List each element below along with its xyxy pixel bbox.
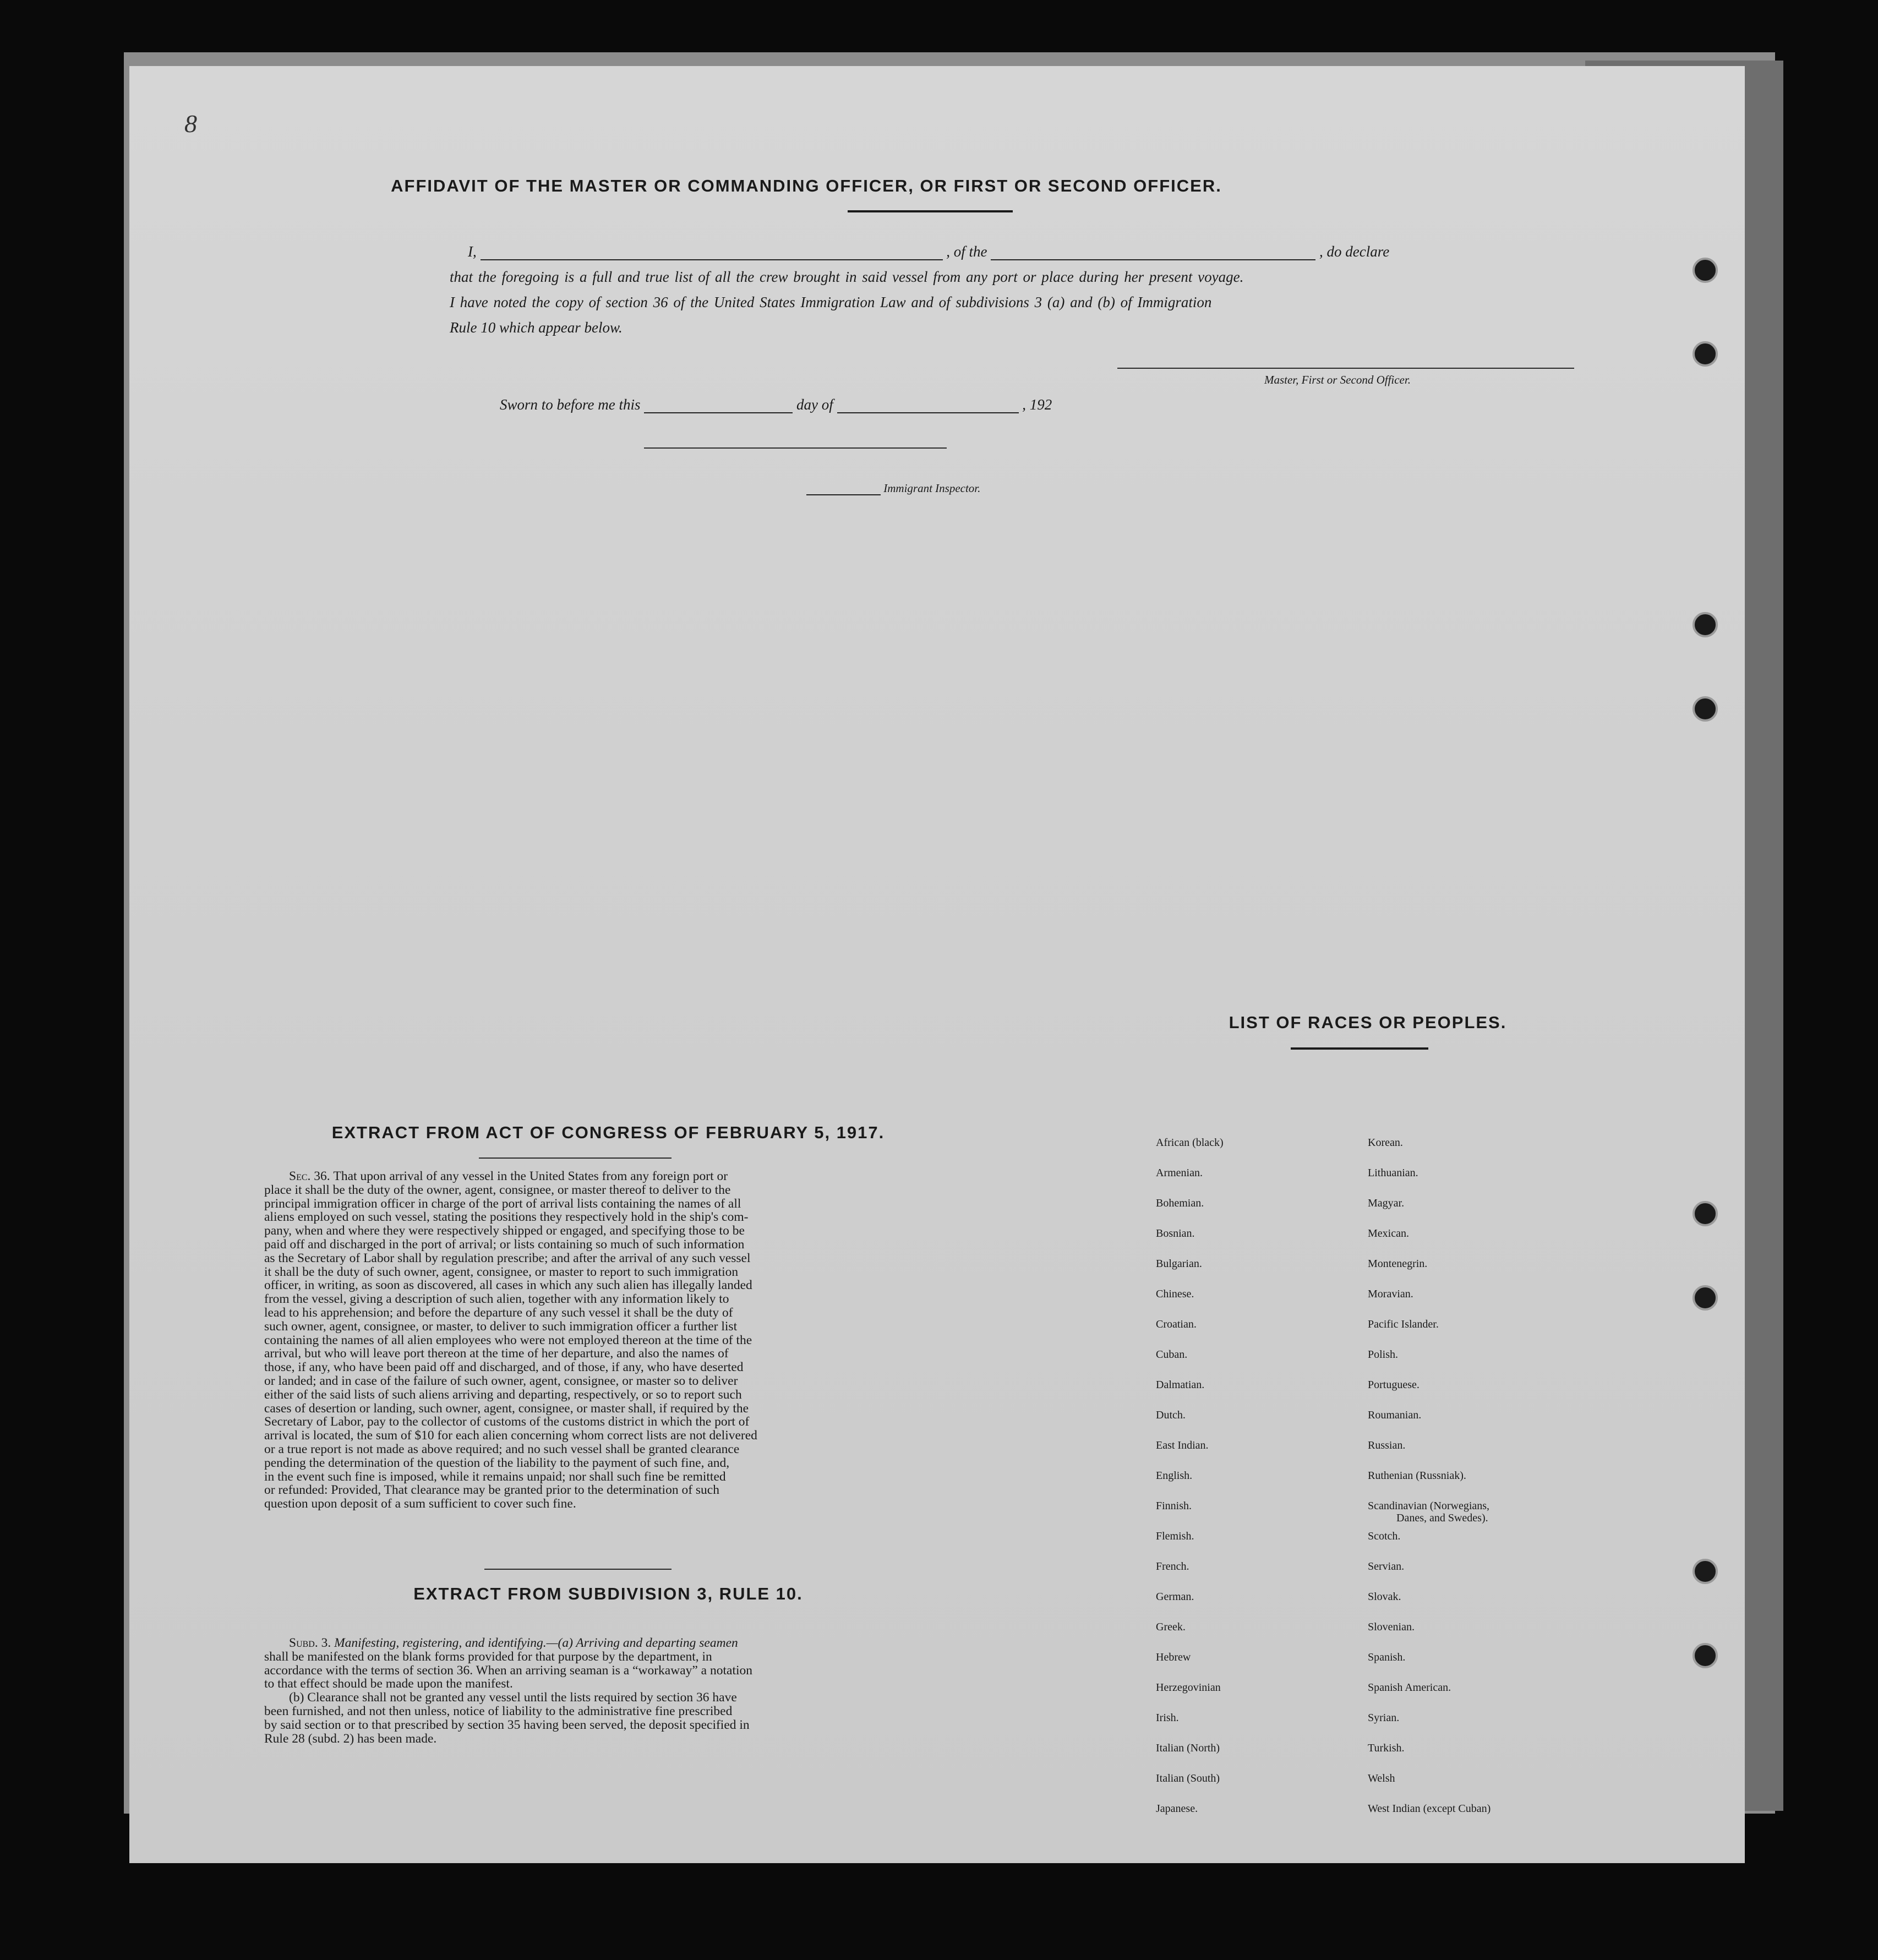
race-item: East Indian. bbox=[1156, 1439, 1209, 1451]
race-item: Chinese. bbox=[1156, 1288, 1194, 1300]
race-item: Korean. bbox=[1368, 1137, 1403, 1149]
races-title: LIST OF RACES OR PEOPLES. bbox=[1229, 1013, 1507, 1032]
race-item: Spanish American. bbox=[1368, 1681, 1451, 1694]
race-item: Cuban. bbox=[1156, 1348, 1188, 1361]
affidavit-title-rule bbox=[848, 210, 1013, 212]
races-right-column bbox=[1368, 1137, 1491, 1833]
act-extract-line: it shall be the duty of such owner, agent, consignee, or master to report to such immigration bbox=[264, 1264, 739, 1279]
declaration-line-2: that the foregoing is a full and true list of all the crew brought in said vessel from any port or place during her present voyage. bbox=[450, 269, 1244, 285]
rule-extract-line: to that effect should be made upon the manifest. bbox=[264, 1677, 513, 1691]
races-title-rule bbox=[1291, 1047, 1428, 1050]
binder-hole bbox=[1693, 612, 1718, 637]
act-extract-line: aliens employed on such vessel, stating the positions they respectively hold in the ship's com- bbox=[264, 1210, 749, 1225]
act-extract-line: pany, when and where they were respectively shipped or engaged, and specifying those to be bbox=[264, 1224, 745, 1238]
race-item: German. bbox=[1156, 1591, 1194, 1603]
race-item: Flemish. bbox=[1156, 1530, 1194, 1542]
act-extract-line: lead to his apprehension; and before the departure of any such vessel it shall be the duty of bbox=[264, 1305, 733, 1320]
race-item: Slovak. bbox=[1368, 1591, 1401, 1603]
rule-extract-line: shall be manifested on the blank forms provided for that purpose by the department, in bbox=[264, 1649, 712, 1664]
race-item: African (black) bbox=[1156, 1137, 1224, 1149]
affidavit-title: AFFIDAVIT OF THE MASTER OR COMMANDING OFFICER, OR FIRST OR SECOND OFFICER. bbox=[391, 176, 1222, 195]
race-item: Spanish. bbox=[1368, 1651, 1406, 1663]
race-item: Irish. bbox=[1156, 1712, 1179, 1724]
race-item: Syrian. bbox=[1368, 1712, 1400, 1724]
name-blank[interactable] bbox=[481, 245, 943, 260]
act-extract-line: in the event such fine is imposed, while it remains unpaid; nor shall such fine be remitted bbox=[264, 1469, 726, 1484]
race-item: Roumanian. bbox=[1368, 1409, 1422, 1421]
race-item: Montenegrin. bbox=[1368, 1258, 1428, 1270]
act-extract-line: or landed; and in case of the failure of such owner, agent, consignee, or master so to deliver bbox=[264, 1373, 738, 1388]
act-extract-line: either of the said lists of such aliens arriving and departing, respectively, or so to report such bbox=[264, 1387, 742, 1402]
rule-extract-title: EXTRACT FROM SUBDIVISION 3, RULE 10. bbox=[413, 1584, 803, 1603]
act-extract-line: as the Secretary of Labor shall by regulation prescribe; and after the arrival of any such vessel bbox=[264, 1251, 751, 1265]
act-extract-line: arrival is located, the sum of $10 for each alien concerning whom correct lists are not delivered bbox=[264, 1428, 757, 1443]
race-item: Lithuanian. bbox=[1368, 1167, 1418, 1179]
act-extract-line: such owner, agent, consignee, or master, to deliver to such immigration officer a further list bbox=[264, 1319, 738, 1334]
binder-hole bbox=[1693, 258, 1718, 283]
race-item: Slovenian. bbox=[1368, 1621, 1415, 1633]
race-item: French. bbox=[1156, 1560, 1189, 1573]
inspector-caption: Immigrant Inspector. bbox=[883, 482, 981, 495]
sworn-year: , 192 bbox=[1022, 396, 1052, 413]
race-item: Armenian. bbox=[1156, 1167, 1203, 1179]
sworn-line bbox=[500, 396, 1052, 413]
binder-hole bbox=[1693, 1285, 1718, 1311]
rule-extract-line: Subd. 3. Manifesting, registering, and identifying.—(a) Arriving and departing seamen bbox=[289, 1636, 738, 1650]
race-item: Italian (North) bbox=[1156, 1742, 1220, 1754]
inspector-caption-line bbox=[806, 482, 980, 495]
subdivision-label: Subd. 3. bbox=[289, 1636, 335, 1650]
act-extract-line: containing the names of all alien employees who were not employed thereon at the time of the bbox=[264, 1333, 752, 1347]
sworn-day-blank[interactable] bbox=[644, 398, 793, 413]
rule-extract-line: (b) Clearance shall not be granted any vessel until the lists required by section 36 have bbox=[289, 1690, 737, 1705]
race-item: Ruthenian (Russniak). bbox=[1368, 1470, 1466, 1482]
signature-caption: Master, First or Second Officer. bbox=[1264, 373, 1411, 386]
race-item: Greek. bbox=[1156, 1621, 1186, 1633]
vessel-blank[interactable] bbox=[991, 245, 1315, 260]
act-extract-rule bbox=[479, 1158, 672, 1159]
race-item: Servian. bbox=[1368, 1560, 1405, 1573]
act-extract-line: question upon deposit of a sum sufficient to cover such fine. bbox=[264, 1497, 576, 1511]
rule-extract-line: by said section or to that prescribed by section 35 having been served, the deposit specified in bbox=[264, 1717, 750, 1732]
binder-hole bbox=[1693, 1201, 1718, 1226]
race-item: Herzegovinian bbox=[1156, 1681, 1221, 1694]
act-extract-line: officer, in writing, as soon as discovered, all cases in which any such alien has illegally landed bbox=[264, 1278, 752, 1293]
races-left-column bbox=[1156, 1137, 1224, 1833]
margin-page-number: 8 bbox=[184, 110, 197, 138]
race-item: Turkish. bbox=[1368, 1742, 1405, 1754]
rule-extract-line: Rule 28 (subd. 2) has been made. bbox=[264, 1731, 437, 1746]
rule-extract-body bbox=[264, 1636, 1010, 1745]
race-item: Russian. bbox=[1368, 1439, 1406, 1451]
binder-hole bbox=[1693, 696, 1718, 722]
inspector-signature-line[interactable] bbox=[644, 447, 947, 449]
act-extract-line: paid off and discharged in the port of arrival; or lists containing so much of such information bbox=[264, 1237, 745, 1252]
declaration-line-1 bbox=[468, 243, 1389, 260]
inspector-blank[interactable] bbox=[806, 483, 881, 495]
race-item: Dutch. bbox=[1156, 1409, 1186, 1421]
race-item: Magyar. bbox=[1368, 1197, 1405, 1209]
rule-extract-line: been furnished, and not then unless, notice of liability to the administrative fine prescribed bbox=[264, 1704, 733, 1718]
document-page bbox=[129, 66, 1745, 1863]
act-extract-line: pending the determination of the question of the liability to the payment of such fine, and, bbox=[264, 1455, 730, 1470]
race-item: Scandinavian (Norwegians, Danes, and Swedes). bbox=[1368, 1500, 1490, 1524]
declaration-line-3: I have noted the copy of section 36 of the United States Immigration Law and of subdivisions 3 (a) and (b) of Immigration bbox=[450, 294, 1212, 310]
declaration-do-declare: , do declare bbox=[1319, 243, 1390, 260]
section-label: Sec. 36. bbox=[289, 1169, 334, 1183]
act-extract-line: cases of desertion or landing, such owner, agent, consignee, or master shall, if required by the bbox=[264, 1401, 749, 1416]
race-item: Finnish. bbox=[1156, 1500, 1192, 1512]
race-item: West Indian (except Cuban) bbox=[1368, 1803, 1491, 1815]
race-item: Moravian. bbox=[1368, 1288, 1413, 1300]
signature-line[interactable] bbox=[1117, 368, 1574, 369]
act-extract-line: those, if any, who have been paid off and discharged, and of those, if any, who have deserted bbox=[264, 1360, 744, 1375]
binder-hole bbox=[1693, 341, 1718, 367]
race-item: Polish. bbox=[1368, 1348, 1399, 1361]
declaration-i: I, bbox=[468, 243, 477, 260]
act-extract-body bbox=[264, 1170, 1010, 1511]
act-extract-line: or a true report is not made as above required; and no such vessel shall be granted clearance bbox=[264, 1442, 740, 1456]
act-extract-line: principal immigration officer in charge of the port of arrival lists containing the names of all bbox=[264, 1196, 741, 1211]
declaration-of-the: , of the bbox=[946, 243, 987, 260]
race-item: Bulgarian. bbox=[1156, 1258, 1202, 1270]
race-item: Mexican. bbox=[1368, 1227, 1409, 1240]
act-extract-title: EXTRACT FROM ACT OF CONGRESS OF FEBRUARY 5, 1917. bbox=[331, 1123, 885, 1142]
declaration-line-4: Rule 10 which appear below. bbox=[450, 319, 623, 336]
race-item: Bohemian. bbox=[1156, 1197, 1204, 1209]
act-extract-line: from the vessel, giving a description of such alien, together with any information likely to bbox=[264, 1292, 729, 1307]
act-extract-line: Sec. 36. That upon arrival of any vessel in the United States from any foreign port or bbox=[289, 1169, 728, 1183]
race-item: Pacific Islander. bbox=[1368, 1318, 1439, 1330]
sworn-day-of: day of bbox=[796, 396, 833, 413]
race-item: English. bbox=[1156, 1470, 1193, 1482]
binder-hole bbox=[1693, 1643, 1718, 1668]
race-item: Scotch. bbox=[1368, 1530, 1401, 1542]
binder-hole bbox=[1693, 1559, 1718, 1584]
act-extract-line: arrival, but who will leave port thereon at the time of her departure, and also the names of bbox=[264, 1346, 729, 1361]
race-item-continuation: Danes, and Swedes). bbox=[1396, 1512, 1488, 1524]
act-extract-line: place it shall be the duty of the owner, agent, consignee, or master thereof to deliver to the bbox=[264, 1182, 731, 1197]
race-item: Dalmatian. bbox=[1156, 1379, 1205, 1391]
race-item: Hebrew bbox=[1156, 1651, 1191, 1663]
race-item: Croatian. bbox=[1156, 1318, 1197, 1330]
act-extract-line: Secretary of Labor, pay to the collector of customs of the customs district in which the port of bbox=[264, 1415, 750, 1429]
rule-extract-line: accordance with the terms of section 36. When an arriving seaman is a “workaway” a notation bbox=[264, 1663, 753, 1678]
race-item: Bosnian. bbox=[1156, 1227, 1195, 1240]
race-item: Portuguese. bbox=[1368, 1379, 1420, 1391]
rule-extract-divider bbox=[484, 1569, 672, 1570]
race-item: Italian (South) bbox=[1156, 1772, 1220, 1784]
race-item: Welsh bbox=[1368, 1772, 1395, 1784]
race-item: Japanese. bbox=[1156, 1803, 1198, 1815]
act-extract-line: or refunded: Provided, That clearance may be granted prior to the determination of such bbox=[264, 1483, 719, 1498]
sworn-prefix: Sworn to before me this bbox=[500, 396, 641, 413]
sworn-month-blank[interactable] bbox=[837, 398, 1019, 413]
